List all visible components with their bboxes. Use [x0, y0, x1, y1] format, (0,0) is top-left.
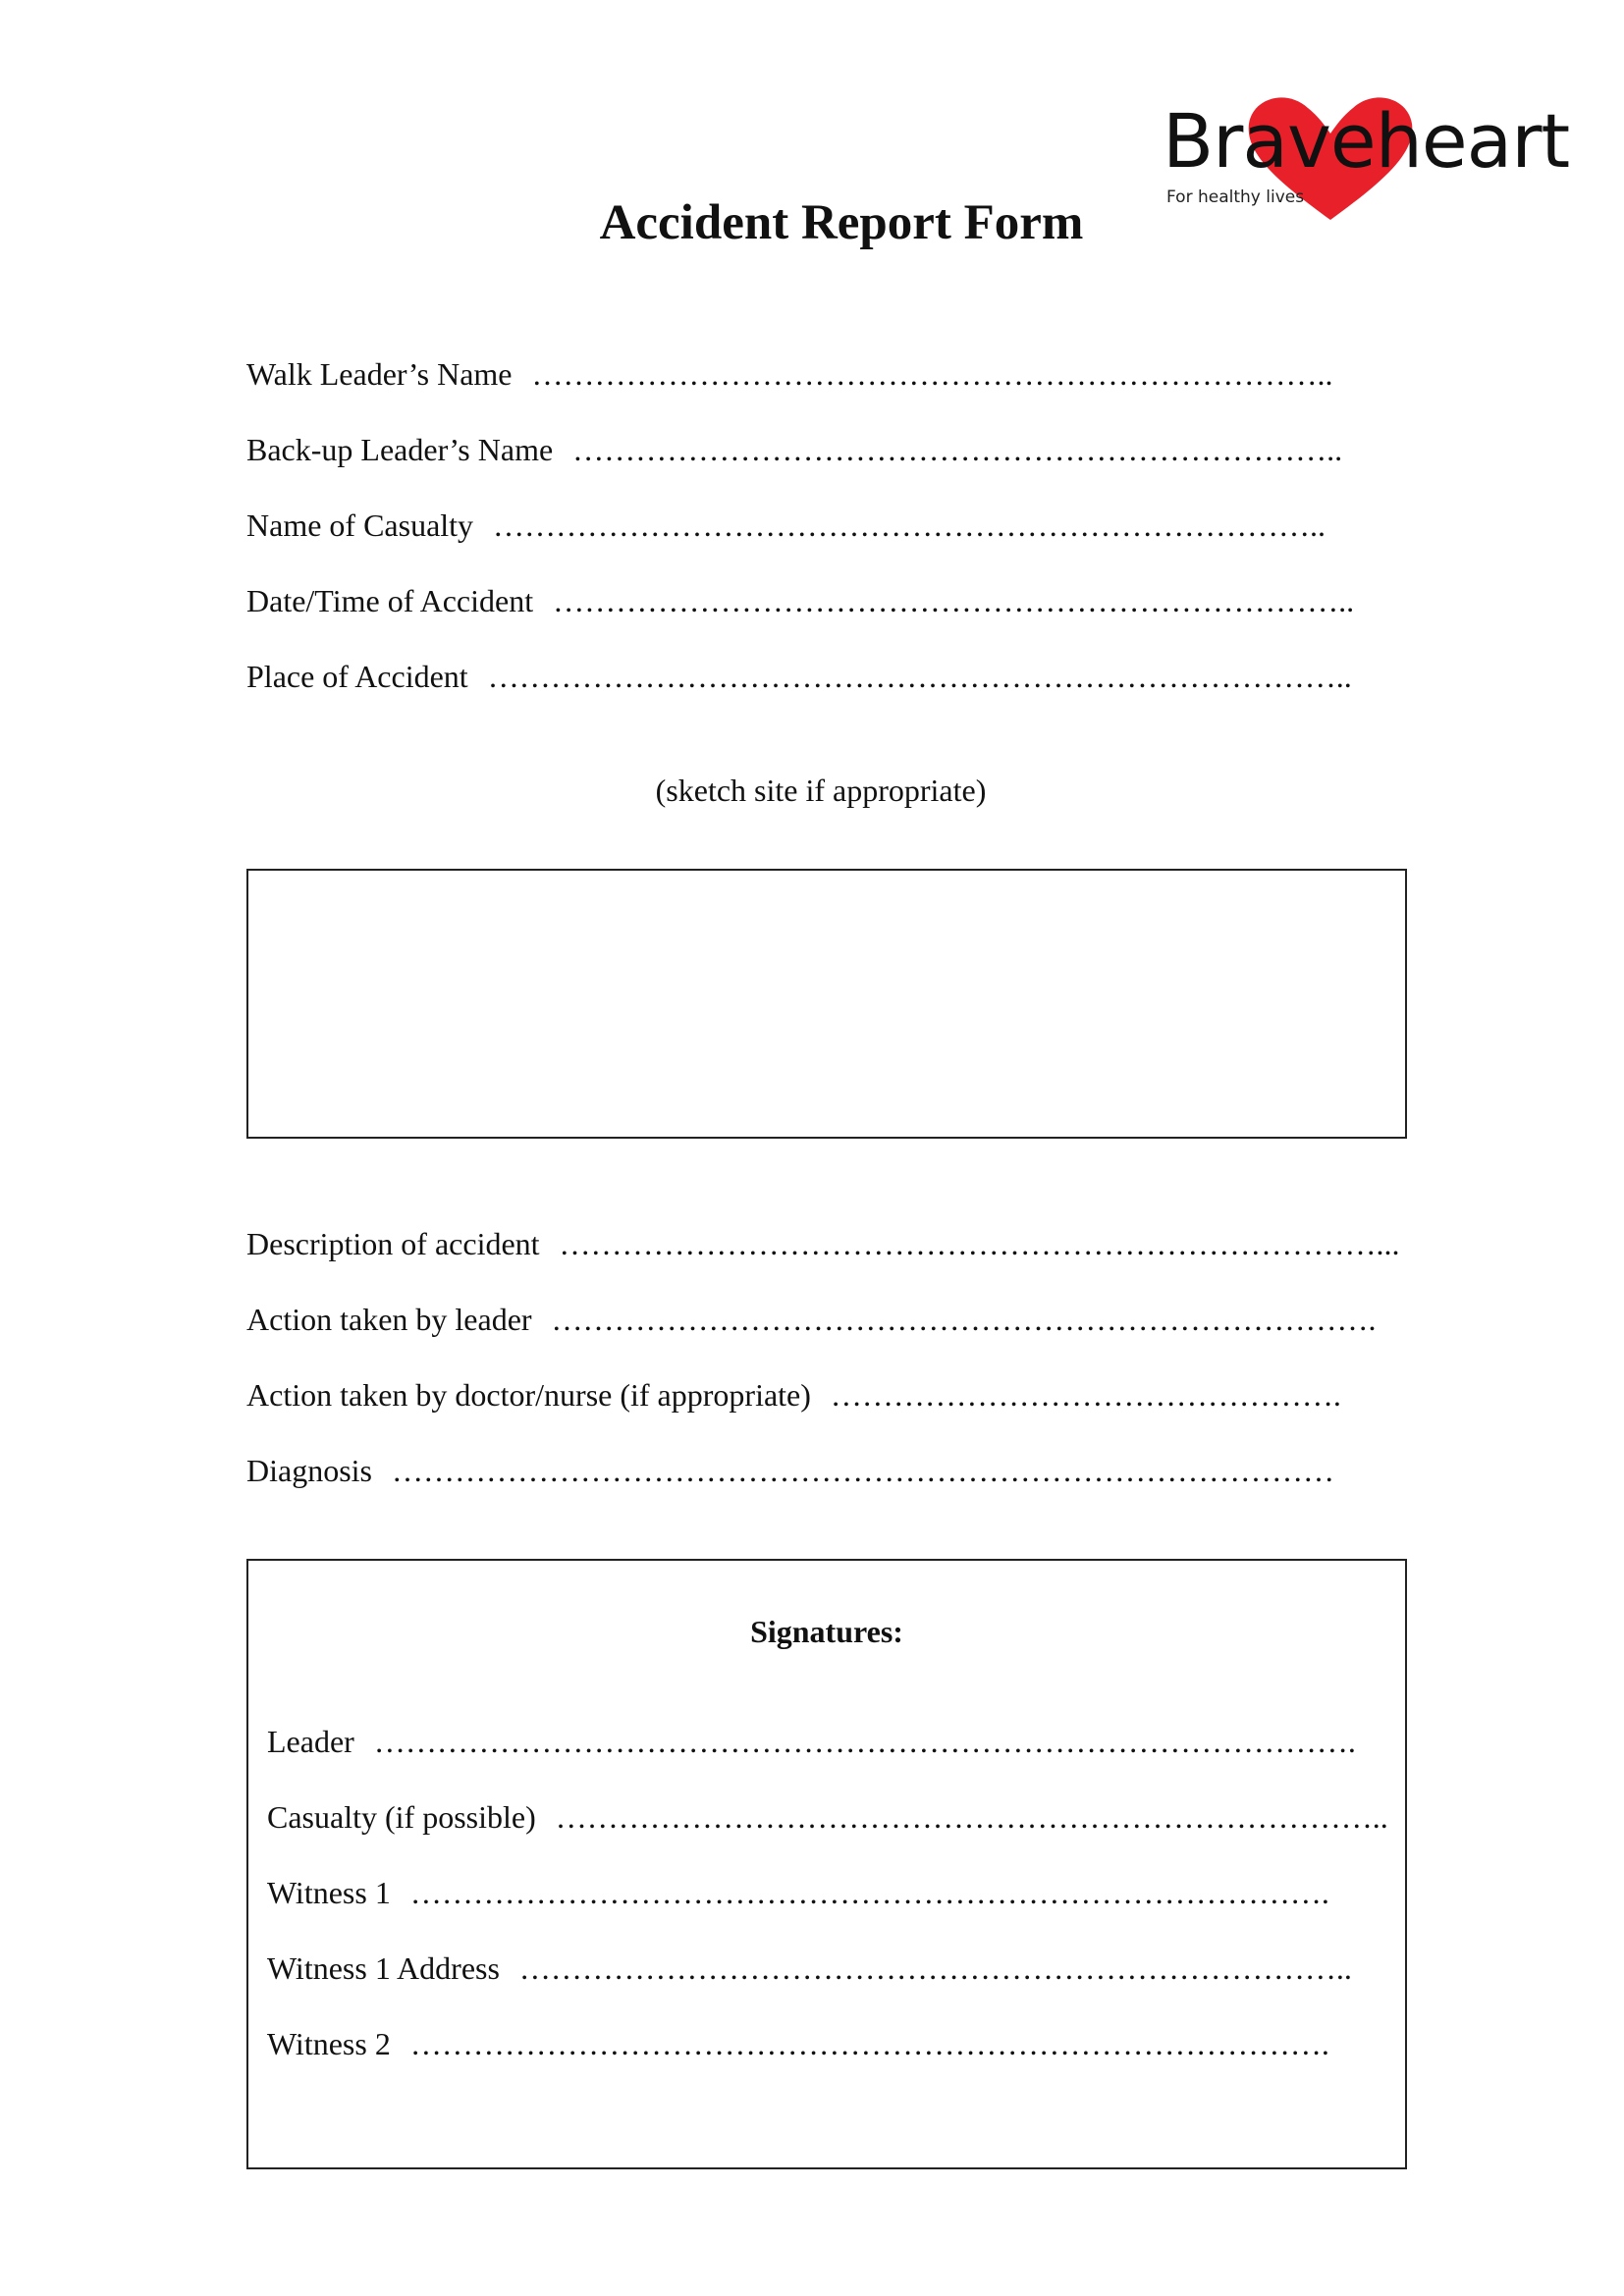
field-dots[interactable]: ………………………………………………………………..: [572, 432, 1343, 467]
witness-1-signature-field[interactable]: [267, 1873, 1329, 1912]
field-label: Witness 1 Address: [267, 1950, 500, 1986]
field-label: Witness 2: [267, 2026, 391, 2061]
field-dots[interactable]: …………………………………………………………………..: [553, 583, 1355, 618]
signatures-box: [246, 1559, 1407, 2169]
field-label: Action taken by doctor/nurse (if appropriate): [246, 1377, 811, 1413]
page-title: Accident Report Form: [599, 195, 1084, 250]
sketch-note: (sketch site if appropriate): [655, 773, 987, 808]
field-label: Action taken by leader: [246, 1302, 532, 1337]
logo-wordmark: Braveheart: [1163, 97, 1570, 185]
diagnosis-field[interactable]: [246, 1451, 1334, 1490]
field-label: Casualty (if possible): [267, 1799, 536, 1835]
backup-leader-name-field[interactable]: [246, 430, 1342, 469]
field-label: Walk Leader’s Name: [246, 356, 513, 392]
walk-leader-name-field[interactable]: [246, 354, 1332, 394]
field-dots[interactable]: …………………………………………………………………………….: [409, 2026, 1329, 2061]
witness-2-signature-field[interactable]: [267, 2024, 1329, 2063]
field-dots[interactable]: ……………………………………………………………………..: [518, 1950, 1352, 1986]
field-dots[interactable]: ………………………………………………………………………..: [487, 659, 1352, 694]
doctor-action-field[interactable]: [246, 1375, 1341, 1415]
field-dots[interactable]: …………………………………………………………………….: [551, 1302, 1377, 1337]
field-dots[interactable]: …………………………………………………………………..: [531, 356, 1333, 392]
field-dots[interactable]: …………………………………………………………………………….: [409, 1875, 1329, 1910]
field-label: Place of Accident: [246, 659, 468, 694]
casualty-signature-field[interactable]: [267, 1797, 1388, 1837]
leader-signature-field[interactable]: [267, 1722, 1356, 1761]
leader-action-field[interactable]: [246, 1300, 1377, 1339]
casualty-name-field[interactable]: [246, 506, 1326, 545]
field-label: Diagnosis: [246, 1453, 372, 1488]
field-dots[interactable]: ……………………………………………………………………..: [555, 1799, 1388, 1835]
field-label: Date/Time of Accident: [246, 583, 534, 618]
witness-1-address-field[interactable]: [267, 1949, 1352, 1988]
field-label: Leader: [267, 1724, 354, 1759]
field-dots[interactable]: ……………………………………………………………………...: [559, 1226, 1400, 1261]
sketch-area[interactable]: [246, 869, 1407, 1139]
accident-place-field[interactable]: [246, 657, 1352, 696]
field-dots[interactable]: ……………………………………………………………………..: [493, 507, 1326, 543]
accident-description-field[interactable]: [246, 1224, 1400, 1263]
field-label: Description of accident: [246, 1226, 540, 1261]
signatures-heading: Signatures:: [750, 1614, 903, 1649]
field-label: Witness 1: [267, 1875, 391, 1910]
field-dots[interactable]: ………………………………………….: [830, 1377, 1341, 1413]
logo-tagline: For healthy lives: [1166, 187, 1305, 207]
field-label: Back-up Leader’s Name: [246, 432, 554, 467]
field-label: Name of Casualty: [246, 507, 474, 543]
accident-datetime-field[interactable]: [246, 581, 1354, 620]
field-dots[interactable]: ………………………………………………………………………………….: [373, 1724, 1356, 1759]
field-dots[interactable]: ………………………………………………………………………………: [392, 1453, 1334, 1488]
